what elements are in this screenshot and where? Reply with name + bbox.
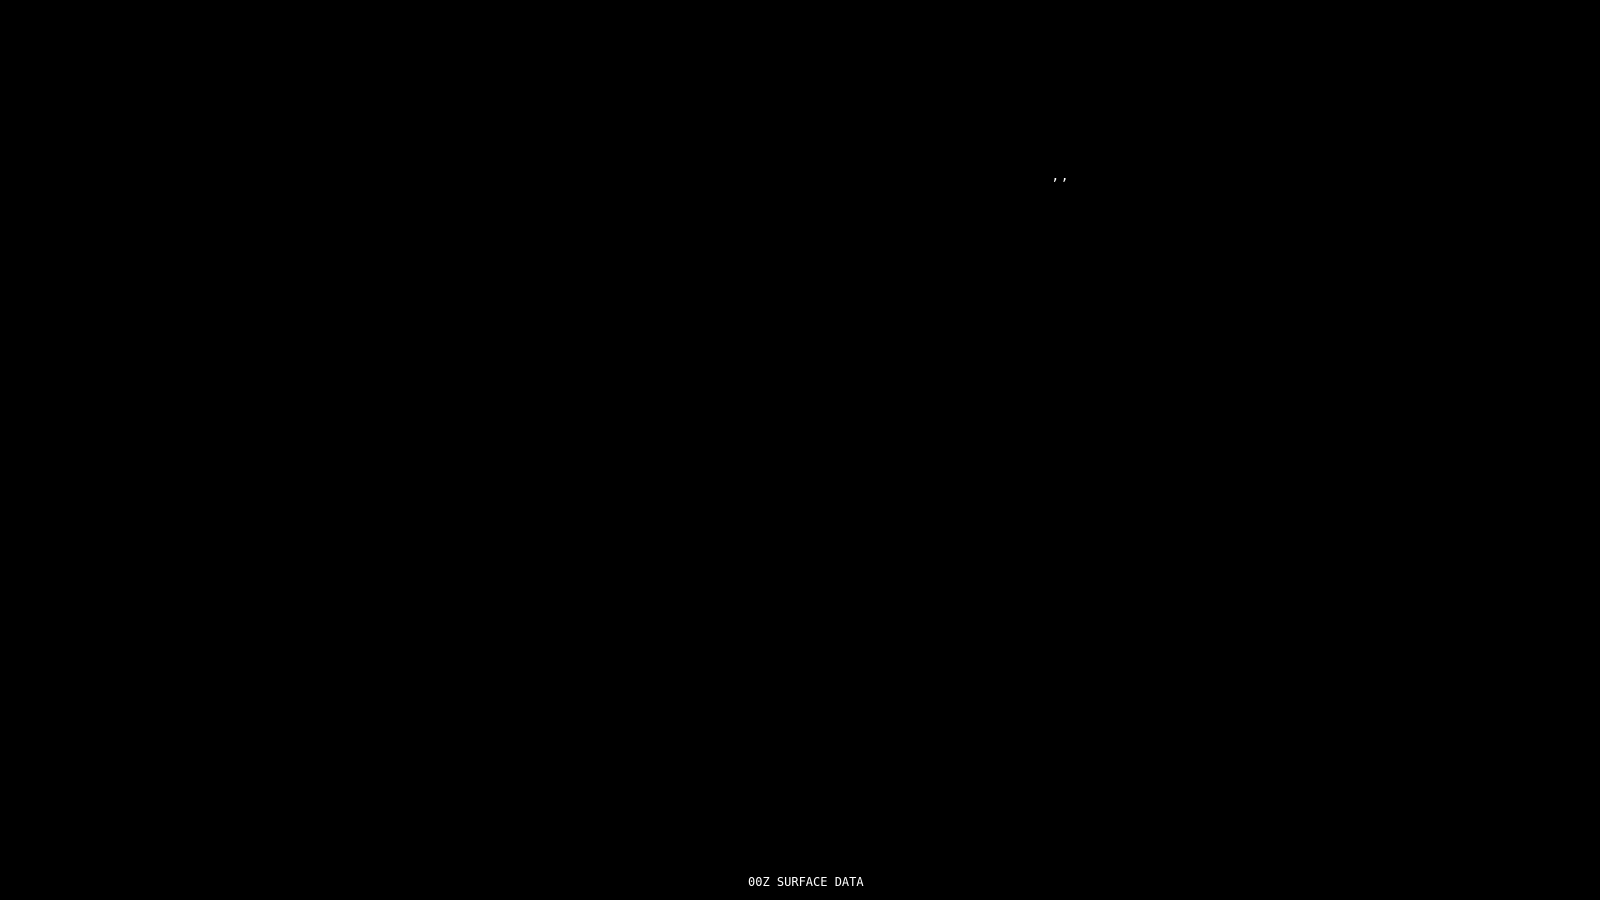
station-weather-symbol: ’’ [1051, 177, 1070, 192]
plot-caption: 00Z SURFACE DATA [748, 875, 864, 889]
